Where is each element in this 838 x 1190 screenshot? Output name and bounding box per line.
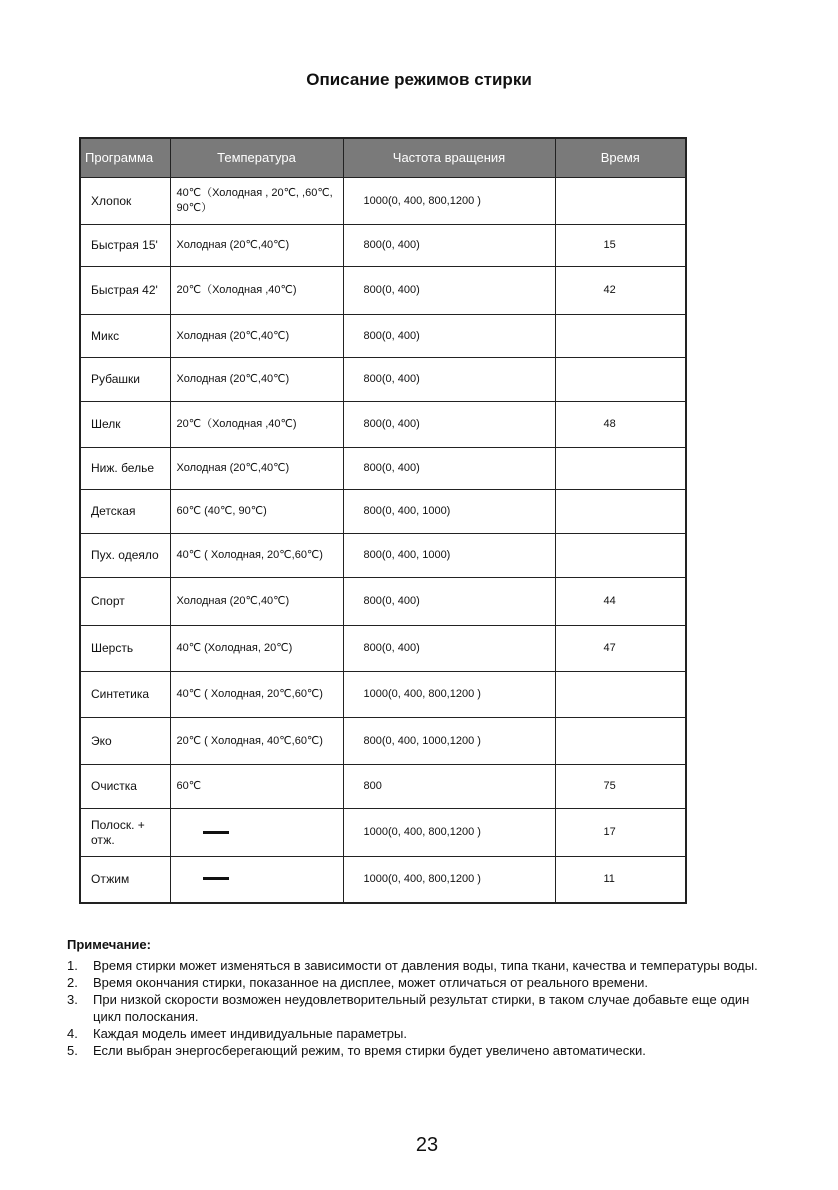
cell-program: Шерсть: [80, 626, 170, 672]
note-text: При низкой скорости возможен неудовлетворительный результат стирки, в таком случае добавьте еще один цикл полоскания.: [93, 992, 750, 1024]
note-number: 3.: [67, 992, 78, 1007]
wash-modes-table: [79, 137, 687, 904]
cell-temperature: Холодная (20℃,40℃): [170, 358, 343, 402]
cell-time: [555, 448, 686, 490]
cell-time: [555, 534, 686, 578]
cell-temperature: [170, 857, 343, 903]
table-row: [80, 626, 686, 672]
table-row: [80, 534, 686, 578]
cell-time: [555, 315, 686, 358]
cell-program: Ниж. белье: [80, 448, 170, 490]
cell-temperature: Холодная (20℃,40℃): [170, 578, 343, 626]
cell-speed: 800(0, 400): [343, 315, 555, 358]
header-speed: Частота вращения: [343, 138, 555, 178]
table-row: [80, 225, 686, 267]
cell-speed: 800(0, 400): [343, 578, 555, 626]
note-item: [67, 957, 767, 974]
page-number: 23: [415, 1134, 439, 1156]
table-row: [80, 315, 686, 358]
cell-program: Быстрая 42': [80, 267, 170, 315]
table-header-row: [80, 138, 686, 178]
note-item: [67, 974, 767, 991]
cell-program: Полоск. + отж.: [80, 809, 170, 857]
dash-icon: [203, 877, 229, 880]
cell-program: Рубашки: [80, 358, 170, 402]
table-row: [80, 857, 686, 903]
cell-time: 75: [555, 765, 686, 809]
cell-program: Шелк: [80, 402, 170, 448]
note-text: Время стирки может изменяться в зависимости от давления воды, типа ткани, качества и температуры воды.: [93, 958, 758, 973]
cell-program: Спорт: [80, 578, 170, 626]
cell-speed: 1000(0, 400, 800,1200 ): [343, 857, 555, 903]
cell-temperature: 20℃（Холодная ,40℃): [170, 267, 343, 315]
cell-program: Очистка: [80, 765, 170, 809]
cell-time: 15: [555, 225, 686, 267]
table-row: [80, 267, 686, 315]
cell-time: [555, 178, 686, 225]
cell-temperature: [170, 809, 343, 857]
table-row: [80, 578, 686, 626]
cell-temperature: Холодная (20℃,40℃): [170, 315, 343, 358]
cell-speed: 800(0, 400): [343, 626, 555, 672]
table-row: [80, 765, 686, 809]
cell-temperature: Холодная (20℃,40℃): [170, 225, 343, 267]
cell-time: 11: [555, 857, 686, 903]
cell-speed: 800(0, 400): [343, 448, 555, 490]
cell-time: [555, 672, 686, 718]
cell-speed: 800(0, 400): [343, 267, 555, 315]
header-time: Время: [555, 138, 686, 178]
notes-section: [67, 936, 767, 1059]
cell-program: Отжим: [80, 857, 170, 903]
note-number: 4.: [67, 1026, 78, 1041]
note-item: [67, 1025, 767, 1042]
cell-time: 42: [555, 267, 686, 315]
dash-icon: [203, 831, 229, 834]
cell-temperature: 20℃ ( Холодная, 40℃,60℃): [170, 718, 343, 765]
table-row: [80, 672, 686, 718]
table-row: [80, 448, 686, 490]
cell-program: Пух. одеяло: [80, 534, 170, 578]
table-row: [80, 178, 686, 225]
cell-speed: 1000(0, 400, 800,1200 ): [343, 809, 555, 857]
table-row: [80, 718, 686, 765]
cell-time: 17: [555, 809, 686, 857]
header-program: Программа: [80, 138, 170, 178]
cell-program: Детская: [80, 490, 170, 534]
table-row: [80, 490, 686, 534]
cell-program: Синтетика: [80, 672, 170, 718]
note-text: Каждая модель имеет индивидуальные параметры.: [93, 1026, 407, 1041]
cell-speed: 800: [343, 765, 555, 809]
cell-time: [555, 718, 686, 765]
cell-program: Быстрая 15': [80, 225, 170, 267]
cell-temperature: 40℃ ( Холодная, 20℃,60℃): [170, 672, 343, 718]
cell-speed: 800(0, 400): [343, 402, 555, 448]
cell-program: Эко: [80, 718, 170, 765]
table-row: [80, 358, 686, 402]
cell-temperature: 40℃ ( Холодная, 20℃,60℃): [170, 534, 343, 578]
cell-time: [555, 490, 686, 534]
page-title: Описание режимов стирки: [306, 70, 532, 89]
note-number: 1.: [67, 958, 78, 973]
cell-temperature: 60℃: [170, 765, 343, 809]
cell-speed: 1000(0, 400, 800,1200 ): [343, 672, 555, 718]
cell-temperature: Холодная (20℃,40℃): [170, 448, 343, 490]
cell-program: Микс: [80, 315, 170, 358]
note-text: Если выбран энергосберегающий режим, то время стирки будет увеличено автоматически.: [93, 1043, 646, 1058]
header-temperature: Температура: [170, 138, 343, 178]
cell-time: 48: [555, 402, 686, 448]
note-item: [67, 1042, 767, 1059]
note-item: [67, 991, 767, 1025]
cell-program: Хлопок: [80, 178, 170, 225]
table-body: [80, 178, 686, 903]
cell-temperature: 60℃ (40℃, 90℃): [170, 490, 343, 534]
note-number: 2.: [67, 975, 78, 990]
table-row: [80, 402, 686, 448]
cell-temperature: 40℃（Холодная , 20℃, ,60℃, 90℃）: [170, 178, 343, 225]
cell-speed: 800(0, 400): [343, 358, 555, 402]
cell-speed: 1000(0, 400, 800,1200 ): [343, 178, 555, 225]
notes-list: [67, 957, 767, 1059]
cell-speed: 800(0, 400, 1000): [343, 490, 555, 534]
table-row: [80, 809, 686, 857]
cell-speed: 800(0, 400): [343, 225, 555, 267]
notes-heading: Примечание:: [67, 937, 151, 952]
note-number: 5.: [67, 1043, 78, 1058]
cell-time: 44: [555, 578, 686, 626]
cell-speed: 800(0, 400, 1000): [343, 534, 555, 578]
cell-time: [555, 358, 686, 402]
cell-time: 47: [555, 626, 686, 672]
cell-temperature: 40℃ (Холодная, 20℃): [170, 626, 343, 672]
note-text: Время окончания стирки, показанное на дисплее, может отличаться от реального времени.: [93, 975, 649, 990]
cell-temperature: 20℃（Холодная ,40℃): [170, 402, 343, 448]
cell-speed: 800(0, 400, 1000,1200 ): [343, 718, 555, 765]
